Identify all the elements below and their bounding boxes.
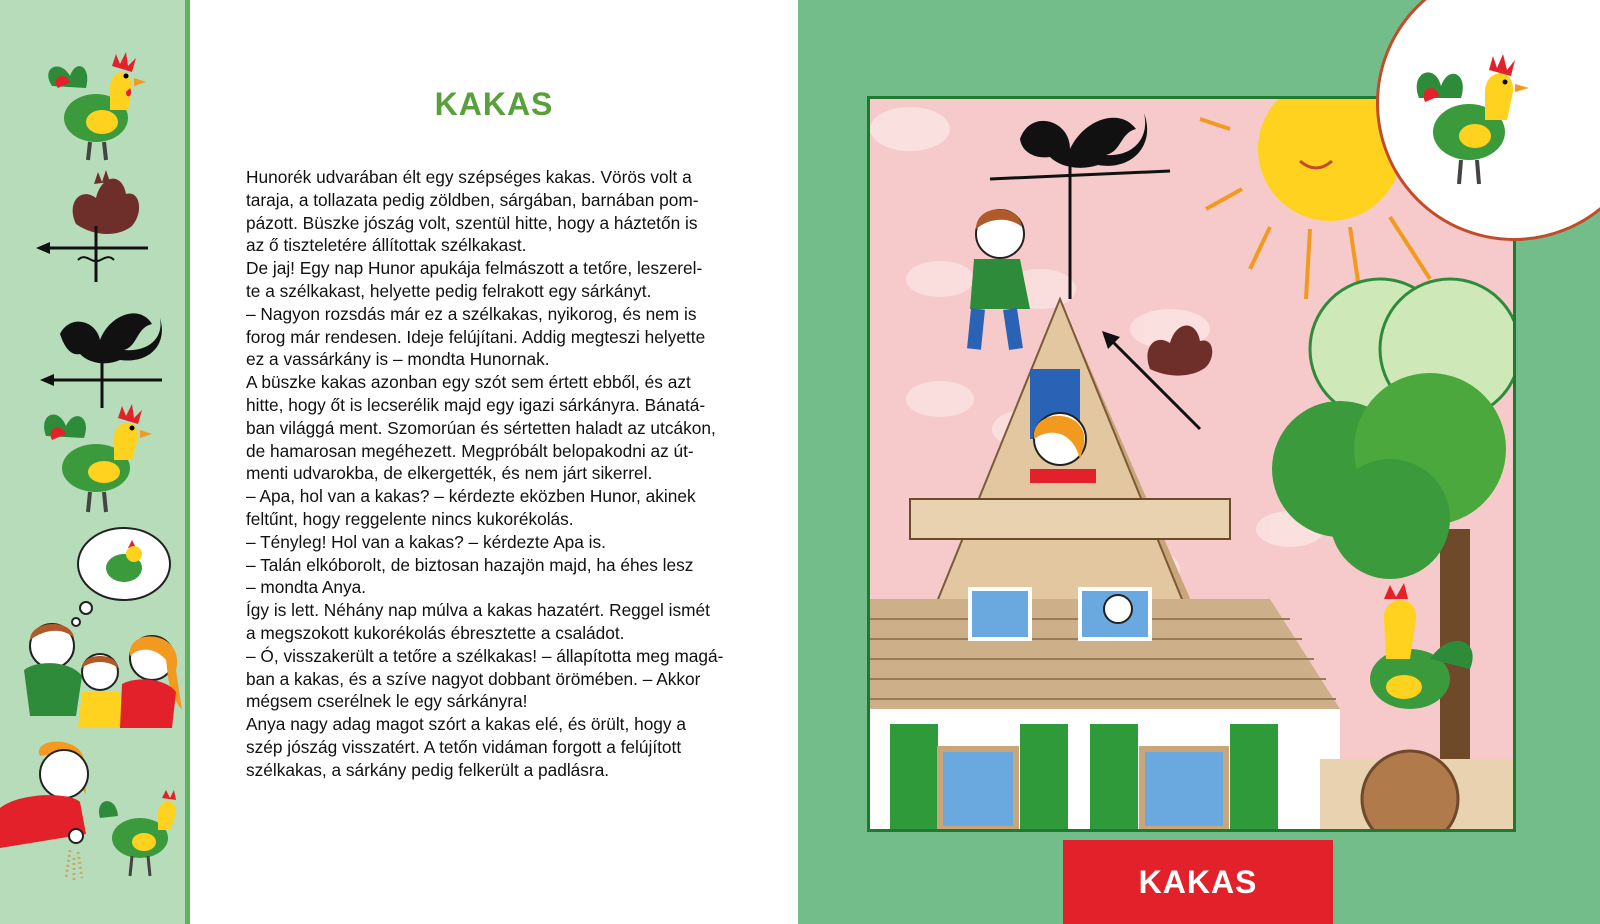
page-title: KAKAS: [434, 86, 554, 122]
story-line: szép jószág visszatért. A tetőn vidáman forgott a felújított: [246, 736, 682, 757]
rooster-icon: [40, 48, 150, 164]
story-line: ban világgá ment. Szomorúan és sértetten haladt az utcákon,: [246, 417, 716, 438]
house-illustration: [867, 96, 1516, 832]
story-line: – Talán elkóborolt, de biztosan hazajön majd, ha éhes lesz: [246, 554, 694, 575]
story-text: [246, 166, 736, 782]
left-illustration-strip: [0, 0, 190, 924]
story-line: pázott. Büszke jószág volt, szentül hitte, hogy a háztetőn is: [246, 212, 698, 233]
page-label: KAKAS: [1063, 840, 1333, 924]
weathervane-rooster-icon: [36, 164, 154, 284]
mother-feeding-rooster-illustration: [0, 738, 180, 888]
story-line: Így is lett. Néhány nap múlva a kakas hazatért. Reggel ismét: [246, 600, 710, 621]
story-line: – Ó, visszakerült a tetőre a szélkakas! – állapította meg magá-: [246, 645, 724, 666]
weathervane-dragon-icon: [40, 294, 170, 410]
story-line: forog már rendesen. Ideje felújítani. Addig megteszi helyette: [246, 326, 706, 347]
story-line: a megszokott kukorékolás ébresztette a családot.: [246, 622, 625, 643]
story-line: te a szélkakast, helyette pedig felrakott egy sárkányt.: [246, 280, 652, 301]
rooster-icon: [36, 400, 160, 516]
house-scene: [870, 99, 1513, 829]
story-line: feltűnt, hogy reggelente nincs kukorékolás.: [246, 508, 574, 529]
family-thinking-illustration: [16, 520, 186, 736]
story-line: – Tényleg! Hol van a kakas? – kérdezte Apa is.: [246, 531, 606, 552]
story-line: – mondta Anya.: [246, 577, 367, 598]
story-line: Anya nagy adag magot szórt a kakas elé, és örült, hogy a: [246, 714, 686, 735]
rooster-icon: [1409, 48, 1533, 188]
story-line: De jaj! Egy nap Hunor apukája felmászott a tetőre, leszerel-: [246, 258, 703, 279]
story-line: ban a kakas, és a szíve nagyot dobbant örömében. – Akkor: [246, 668, 701, 689]
rusty-rooster-weathervane-icon: [1102, 325, 1212, 429]
story-line: menti udvarokba, de elkergették, és nem járt sikerrel.: [246, 463, 653, 484]
story-line: mégsem cserélnek le egy sárkányra!: [246, 691, 528, 712]
story-line: hitte, hogy őt is lecserélik majd egy igazi sárkányra. Bánatá-: [246, 394, 706, 415]
story-line: ez a vassárkány is – mondta Hunornak.: [246, 349, 550, 370]
story-page: [190, 0, 798, 924]
story-line: de hamarosan megéhezett. Megpróbált belopakodni az út-: [246, 440, 694, 461]
boy-on-roof: [970, 209, 1030, 349]
story-line: taraja, a tollazata pedig zöldben, sárgában, barnában pom-: [246, 189, 699, 210]
story-line: – Apa, hol van a kakas? – kérdezte eközben Hunor, akinek: [246, 486, 696, 507]
story-line: A büszke kakas azonban egy szót sem értett ebből, és azt: [246, 372, 691, 393]
story-line: Hunorék udvarában élt egy szépséges kakas. Vörös volt a: [246, 167, 692, 187]
story-line: az ő tiszteletére állítottak szélkakast.: [246, 235, 527, 256]
story-line: – Nagyon rozsdás már ez a szélkakas, nyikorog, és nem is: [246, 303, 697, 324]
story-line: szélkakas, a sárkány pedig felkerült a padlásra.: [246, 759, 610, 780]
